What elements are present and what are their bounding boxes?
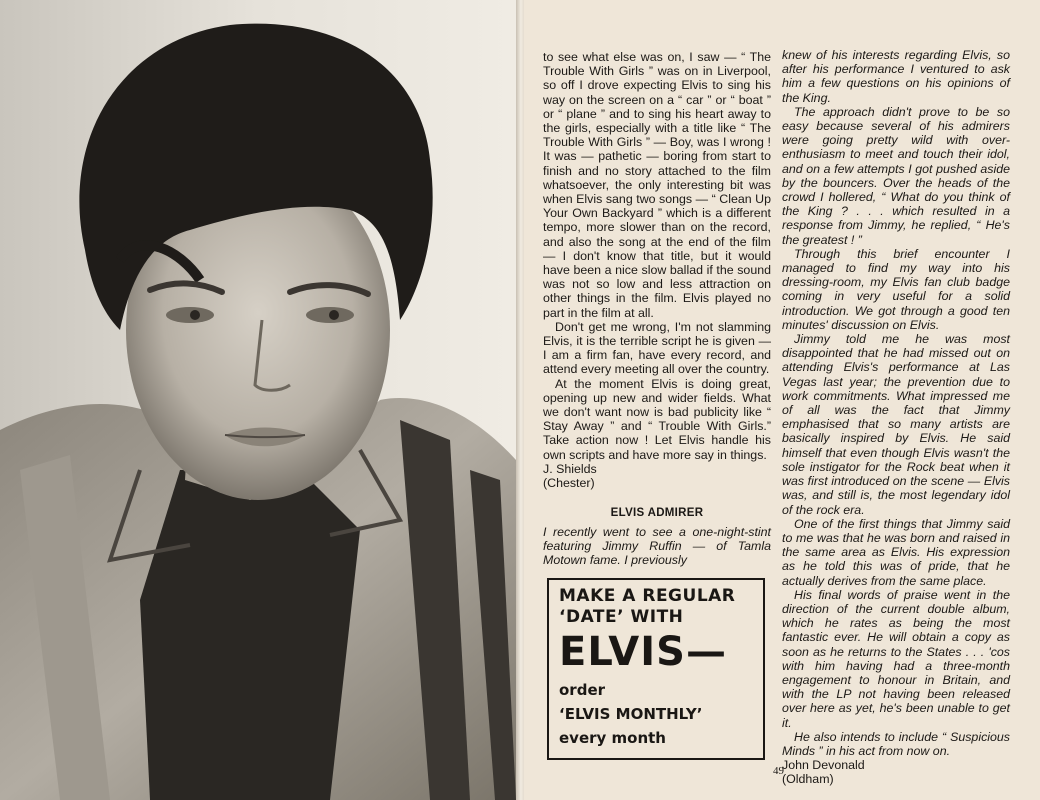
text-column-left: [543, 50, 771, 567]
text-column-right: [782, 48, 1010, 787]
ad-line: order: [559, 681, 606, 699]
left-page: [0, 0, 518, 800]
section-heading: ELVIS ADMIRER: [610, 507, 704, 520]
letter-paragraph: Jimmy told me he was most disappointed that he had missed out on attending Elvis's performance at Las Vegas last year; the prevention due to work commitments. What impressed me of all was the fact that Jimmy emphasised that so many artists are basically inspired by Elvis. He said himself that even though Elvis wasn't the sole instigator for the Rock beat when it was first introduced on the scene — Elvis was, and still is, the most legendary idol of the rock era.: [782, 332, 1010, 517]
letter-paragraph: I recently went to see a one-night-stint featuring Jimmy Ruffin — of Tamla Motown fame. I previously: [543, 524, 771, 567]
page-number: 49: [773, 765, 784, 777]
letter-paragraph: One of the first things that Jimmy said to me was that he was born and raised in the same area as Elvis. His expression as he told this was of pride, that he actually derives from the same place.: [782, 516, 1010, 588]
portrait-photo: [0, 0, 516, 800]
signature-place: (Chester): [543, 476, 595, 491]
letter-paragraph: knew of his interests regarding Elvis, so after his performance I ventured to ask him a few questions on his opinions of the King.: [782, 48, 1010, 105]
letter-paragraph: Don't get me wrong, I'm not slamming Elvis, it is the terrible script he is given — I am a firm fan, have every record, and attend every meeting all over the country.: [543, 319, 771, 377]
ad-line: ‘ELVIS MONTHLY’: [559, 705, 703, 723]
letter-paragraph: to see what else was on, I saw — “ The Trouble With Girls ” was on in Liverpool, so off I drove expecting Elvis to sing his way on the screen on a “ car ” or “ boat ” or “ plane ” and to sing his heart away to the girls, especially with a title like “ The Trouble With Girls ” — Boy, was I wrong ! It was — pathetic — boring from start to finish and no story attached to the film whatsoever, the only interesting bit was when Elvis sang two songs — “ Clean Up Your Own Backyard ” which is a different tempo, more slower than on the record, and also the song at the end of the film — I don't know that title, but it would have been a nice slow ballad if the sound was not so low and less attraction on other things in the film. Elvis played no part in the film at all.: [543, 50, 771, 320]
letter-paragraph: The approach didn't prove to be so easy because several of his admirers were going pretty wild with over-enthusiasm to meet and touch their idol, and on a few attempts I got pushed aside by the bouncers. Over the heads of the crowd I hollered, “ What do you think of the King ? . . . which resulted in a response from Jimmy, he replied, “ He's the greatest ! ”: [782, 104, 1010, 247]
ad-line: MAKE A REGULAR: [559, 586, 736, 606]
book-spine: [516, 0, 524, 800]
ad-headline: ELVIS—: [559, 629, 727, 675]
letter-paragraph: Through this brief encounter I managed to find my way into his dressing-room, my Elvis fan club badge coming in very useful for a solid introduction. We got through a good ten minutes' discussion on Elvis.: [782, 246, 1010, 332]
ad-line: ‘DATE’ WITH: [559, 607, 684, 627]
letter-paragraph: At the moment Elvis is doing great, opening up new and wider fields. What we don't want now is bad publicity like “ Stay Away ” and “ Trouble With Girls.” Take action now ! Let Elvis handle his own scripts and have more say in things.: [543, 376, 771, 462]
ad-line: every month: [559, 729, 666, 747]
signature-name: John Devonald: [782, 758, 865, 773]
advertisement-box: [547, 578, 765, 760]
letter-paragraph: His final words of praise went in the direction of the current double album, which he rates as being the most fantastic ever. He will obtain a copy as soon as he returns to the States . . . 'cos with him having had a three-month engagement to honour in Britain, and with the LP not having been released over here as yet, he's been unable to get it.: [782, 587, 1010, 730]
signature-place: (Oldham): [782, 772, 834, 787]
letter-paragraph: He also intends to include “ Suspicious Minds ” in his act from now on.: [782, 729, 1010, 758]
signature-name: J. Shields: [543, 461, 597, 476]
